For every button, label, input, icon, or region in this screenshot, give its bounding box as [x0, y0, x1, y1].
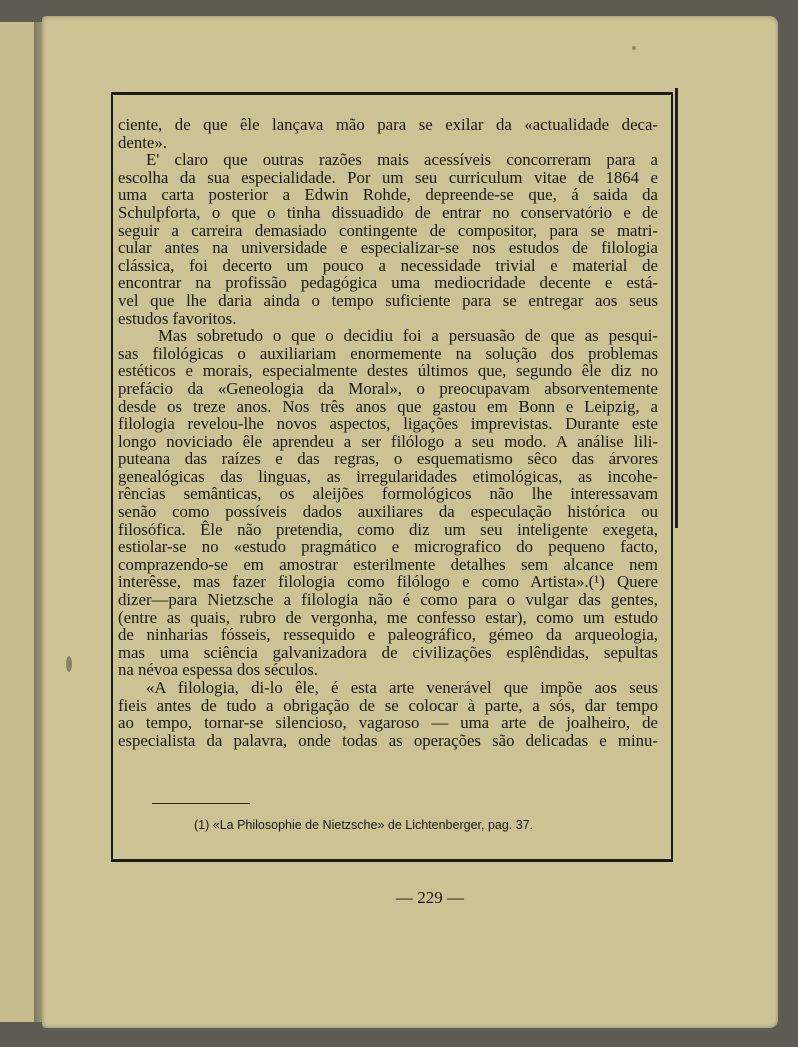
- text-line: comprazendo-se em amostrar esterilmente detalhes sem alcance nem: [118, 554, 658, 574]
- text-line: estéticos e morais, especialmente destes últimos que, segundo êle diz no: [118, 361, 658, 381]
- text-line: interêsse, mas fazer filologia como filólogo e como Artista».(¹) Quere: [118, 572, 658, 592]
- text-line: fieis antes de tudo a obrigação de se colocar à parte, a sós, dar tempo: [118, 695, 658, 715]
- text-line: prefácio da «Geneologia da Moral», o preocupavam absorventemente: [118, 378, 658, 398]
- footnote: (1) «La Philosophie de Nietzsche» de Lichtenberger, pag. 37.: [194, 818, 534, 832]
- book-page: [42, 16, 778, 1028]
- text-line: Schulpforta, o que o tinha dissuadido de entrar no conservatório e de: [118, 202, 658, 222]
- footnote-divider: [152, 803, 250, 804]
- text-line: de ninharias fósseis, ressequido e paleográfico, gémeo da arqueologia,: [118, 625, 658, 645]
- text-line: dizer—para Nietzsche a filologia não é como para o vulgar das gentes,: [118, 590, 658, 610]
- text-line: (entre as quais, rubro de vergonha, me confesso estar), como um estudo: [118, 607, 658, 627]
- text-line: clássica, foi decerto um pouco a necessidade trivial e material de: [118, 255, 658, 275]
- paper-speck: [632, 46, 636, 50]
- body-text: [118, 116, 658, 749]
- text-line: mas uma sciência galvanizadora de civilizações esplêndidas, sepultas: [118, 642, 658, 662]
- text-line: Mas sobretudo o que o decidiu foi a persuasão de que as pesqui-: [158, 326, 658, 346]
- text-line: ao tempo, tornar-se silencioso, vagaroso — uma arte de joalheiro, de: [118, 713, 658, 733]
- text-line: «A filologia, di-lo êle, é esta arte venerável que impõe aos seus: [146, 678, 658, 697]
- text-line: E' claro que outras razões mais acessíveis concorreram para a: [146, 150, 658, 170]
- text-line: longo noviciado êle aprendeu a ser filólogo a seu modo. A análise lili-: [118, 431, 658, 451]
- page-number: — 229 —: [396, 888, 464, 907]
- text-line: ciente, de que êle lançava mão para se exilar da «actualidade deca-: [118, 115, 658, 134]
- text-line: vel que lhe daria ainda o tempo suficiente para se entregar aos seus: [118, 290, 658, 310]
- text-line: especialista da palavra, onde todas as operações são delicadas e minu-: [118, 730, 658, 750]
- text-line: na névoa espessa dos séculos.: [118, 660, 318, 680]
- text-line: estudos favoritos.: [118, 308, 237, 328]
- text-line: puteana das raízes e das regras, o esquematismo sêco das árvores: [118, 449, 658, 469]
- text-line: seguir a carreira demasiado contingente de compositor, para se matri-: [118, 220, 658, 240]
- text-line: dente».: [118, 132, 167, 152]
- text-line: rências semânticas, os aleijões formológicos não lhe interessavam: [118, 484, 658, 504]
- text-line: genealógicas das linguas, as irregularidades etimológicas, as incohe-: [118, 466, 658, 486]
- text-line: uma carta posterior a Edwin Rohde, depreende-se que, á saida da: [118, 185, 658, 205]
- text-line: escolha da sua especialidade. Por um seu curriculum vitae de 1864 e: [118, 167, 658, 187]
- text-line: estiolar-se no «estudo pragmático e micrografico do pequeno facto,: [118, 537, 658, 557]
- frame-right-rule: [675, 88, 678, 528]
- text-line: sas filológicas o auxiliariam enormemente na solução dos problemas: [118, 343, 658, 363]
- text-line: desde os treze anos. Nos três anos que gastou em Bonn e Leipzig, a: [118, 396, 658, 416]
- text-line: filosófica. Êle não pretendia, como diz um seu inteligente exegeta,: [118, 519, 658, 539]
- text-line: cular antes na universidade e especializar-se nos estudos de filologia: [118, 238, 658, 258]
- paper-speck: [66, 656, 72, 672]
- text-line: encontrar na profissão pedagógica uma mediocridade decente e está-: [118, 273, 658, 293]
- text-line: filologia revelou-lhe novos aspectos, ligações imprevistas. Durante este: [118, 414, 658, 434]
- text-line: senão como possíveis dados auxiliares da especulação histórica ou: [118, 502, 658, 522]
